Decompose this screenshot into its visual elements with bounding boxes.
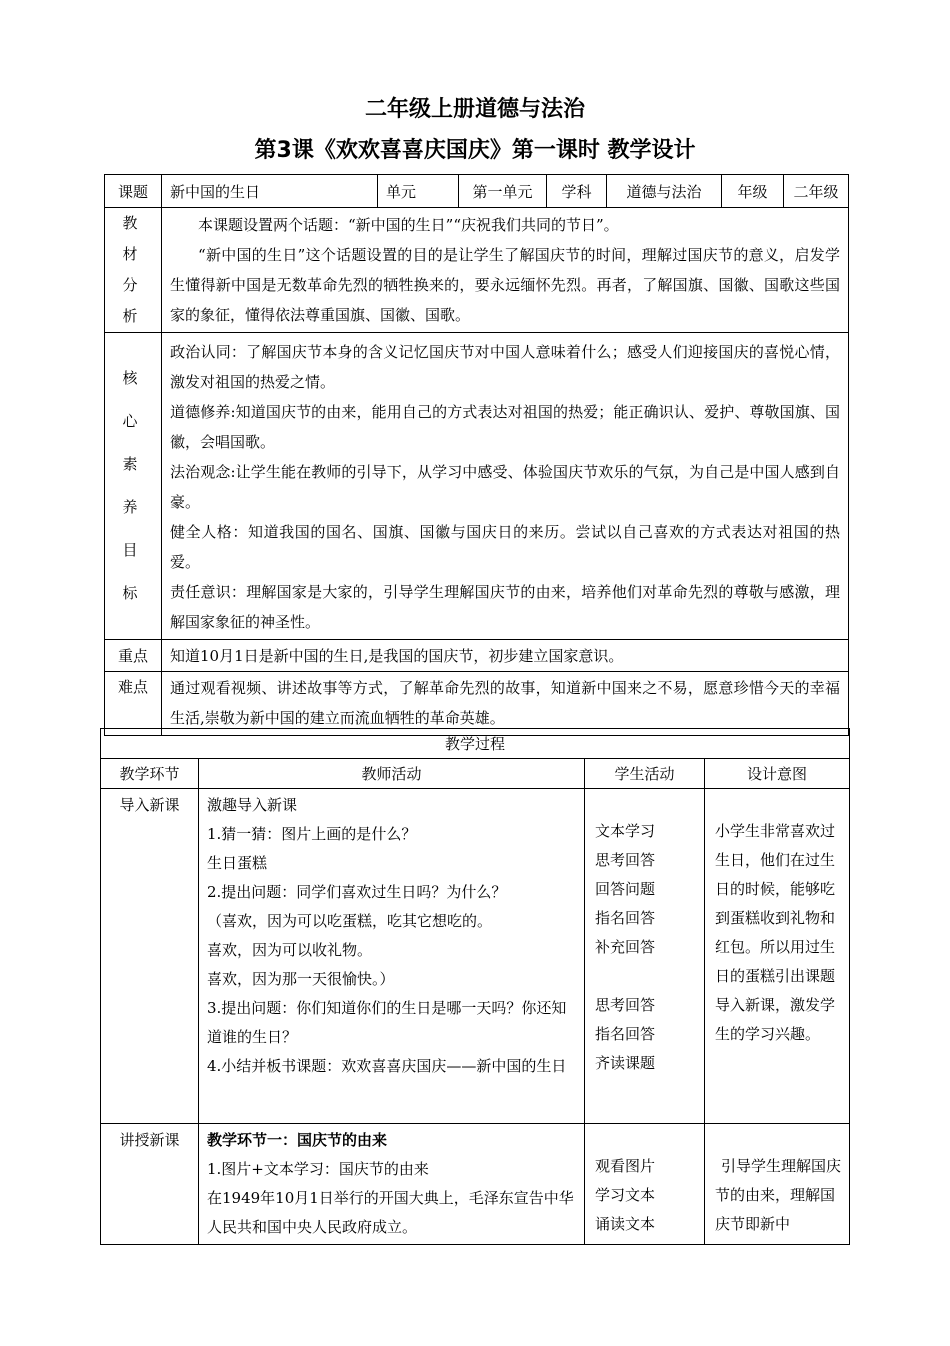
difficulty-label: 难点 [105, 672, 162, 736]
subject-label: 学科 [547, 175, 607, 208]
key-point-text: 知道10月1日是新中国的生日,是我国的国庆节，初步建立国家意识。 [162, 640, 849, 672]
goal-item: 政治认同：了解国庆节本身的含义记忆国庆节对中国人意味着什么；感受人们迎接国庆的喜悦心情，激发对祖国的热爱之情。 [170, 343, 840, 391]
goal-item: 责任意识：理解国家是大家的，引导学生理解国庆节的由来，培养他们对革命先烈的尊敬与感激，理解国家象征的神圣性。 [170, 583, 840, 631]
unit-value: 第一单元 [459, 175, 547, 208]
teacher-line: 喜欢，因为那一天很愉快。） [207, 970, 395, 988]
goals-row [105, 333, 849, 640]
difficulty-row [105, 672, 849, 736]
grade-value: 二年级 [784, 175, 849, 208]
column-header: 设计意图 [705, 759, 850, 789]
goal-item: 道德修养:知道国庆节的由来，能用自己的方式表达对祖国的热爱；能正确识认、爱护、尊敬国旗、国徽，会唱国歌。 [170, 403, 840, 451]
teacher-line: 生日蛋糕 [207, 854, 268, 872]
teacher-line: 4.小结并板书课题：欢欢喜喜庆国庆——新中国的生日 [207, 1057, 567, 1075]
teacher-line: 喜欢，因为可以收礼物。 [207, 941, 373, 959]
student-activity: 学习文本 [595, 1186, 656, 1204]
goals-label: 核 心 素 养 目 标 [105, 333, 162, 640]
table-row [101, 789, 850, 1124]
stage-cell: 导入新课 [101, 789, 199, 1124]
student-activity: 观看图片 [595, 1157, 656, 1175]
teacher-line: 1.图片+文本学习：国庆节的由来 [207, 1160, 429, 1178]
student-activity: 回答问题 [595, 880, 656, 898]
student-activity: 齐读课题 [595, 1054, 656, 1072]
key-point-row [105, 640, 849, 672]
material-paragraph: 本课题设置两个话题：“新中国的生日”“庆祝我们共同的节日”。 [198, 216, 619, 234]
subject-value: 道德与法治 [607, 175, 722, 208]
document-title: 二年级上册道德与法治 [364, 97, 585, 122]
topic-value: 新中国的生日 [162, 175, 378, 208]
goal-item: 健全人格：知道我国的国名、国旗、国徽与国庆日的来历。尝试以自己喜欢的方式表达对祖国的热爱。 [170, 523, 840, 571]
difficulty-text: 通过观看视频、讲述故事等方式，了解革命先烈的故事，知道新中国来之不易，愿意珍惜今天的幸福生活,崇敬为新中国的建立而流血牺牲的革命英雄。 [162, 672, 849, 736]
process-title: 教学过程 [101, 729, 850, 759]
material-row [105, 208, 849, 333]
material-paragraph: “新中国的生日”这个话题设置的目的是让学生了解国庆节的时间，理解过国庆节的意义，启发学生懂得新中国是无数革命先烈的牺牲换来的，要永远缅怀先烈。再者，了解国旗、国徽、国歌这些国家的象征，懂得依法尊重国旗、国徽、国歌。 [170, 246, 840, 324]
process-header-row [101, 759, 850, 789]
lesson-title: 第3课《欢欢喜喜庆国庆》第一课时 教学设计 [254, 138, 696, 163]
section-heading: 教学环节一：国庆节的由来 [207, 1131, 388, 1149]
goal-item: 法治观念:让学生能在教师的引导下，从学习中感受、体验国庆节欢乐的气氛，为自己是中国人感到自豪。 [170, 463, 840, 511]
student-activity: 文本学习 [595, 822, 656, 840]
student-activity: 指名回答 [595, 1025, 656, 1043]
student-activity: 思考回答 [595, 996, 656, 1014]
design-intent: 小学生非常喜欢过生日，他们在过生日的时候，能够吃到蛋糕收到礼物和红包。所以用过生日的蛋糕引出课题导入新课，激发学生的学习兴趣。 [705, 789, 850, 1124]
teacher-line: 激趣导入新课 [207, 796, 298, 814]
student-activity: 诵读文本 [595, 1215, 656, 1233]
grade-label: 年级 [722, 175, 784, 208]
unit-label: 单元 [378, 175, 459, 208]
lesson-info-table [104, 174, 849, 736]
stage-cell: 讲授新课 [101, 1124, 199, 1245]
info-row [105, 175, 849, 208]
column-header: 学生活动 [585, 759, 705, 789]
student-activity [595, 962, 700, 991]
teacher-line: （喜欢，因为可以吃蛋糕，吃其它想吃的。 [207, 912, 493, 930]
column-header: 教学环节 [101, 759, 199, 789]
column-header: 教师活动 [199, 759, 585, 789]
table-row [101, 1124, 850, 1245]
teacher-line: 在1949年10月1日举行的开国大典上，毛泽东宣告中华人民共和国中央人民政府成立。 [207, 1189, 574, 1236]
teacher-line: 3.提出问题：你们知道你们的生日是哪一天吗？你还知道谁的生日？ [207, 999, 567, 1046]
process-title-row [101, 729, 850, 759]
topic-label: 课题 [105, 175, 162, 208]
key-point-label: 重点 [105, 640, 162, 672]
teacher-line: 1.猜一猜：图片上画的是什么？ [207, 825, 417, 843]
student-activity: 补充回答 [595, 938, 656, 956]
material-label: 教 材 分 析 [105, 208, 162, 333]
design-intent: 引导学生理解国庆节的由来，理解国庆节即新中 [705, 1124, 850, 1245]
teaching-process-table [100, 728, 850, 1245]
teacher-line: 2.提出问题：同学们喜欢过生日吗？为什么？ [207, 883, 507, 901]
student-activity: 思考回答 [595, 851, 656, 869]
student-activity: 指名回答 [595, 909, 656, 927]
